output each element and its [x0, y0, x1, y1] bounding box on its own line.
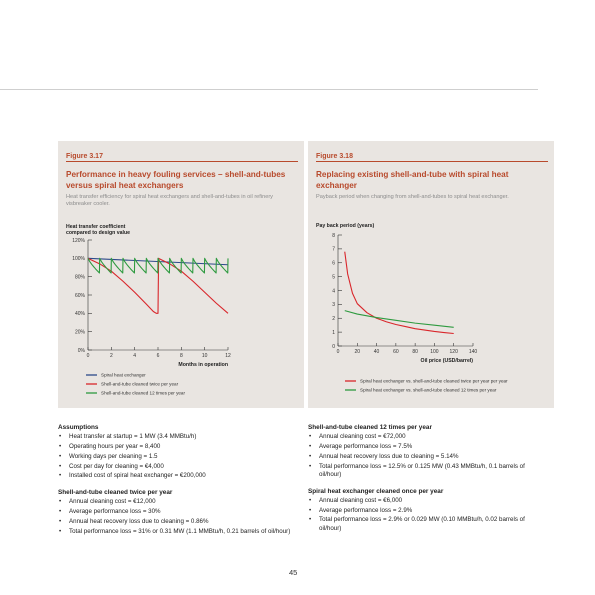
figure-subtitle: Heat transfer efficiency for spiral heat exchangers and shell-and-tubes in oil refinery visbreaker cooler.	[66, 194, 273, 207]
section-title: Spiral heat exchanger cleaned once per year	[308, 487, 444, 495]
bullet-list	[58, 498, 308, 536]
x-tick-label: 10	[201, 353, 208, 359]
bullet-item: • Heat transfer at startup = 1 MW (3.4 MMBtu/h)	[58, 433, 308, 441]
y-tick-label: 1	[332, 329, 335, 336]
section-title: Assumptions	[58, 424, 99, 431]
x-tick-label: 120	[449, 349, 458, 355]
y-tick-label: 0	[332, 343, 335, 350]
x-tick-label: 140	[468, 349, 478, 355]
y-axis-title: Pay back period (years)	[316, 223, 375, 229]
series-line	[88, 258, 228, 273]
figure-title: Replacing existing shell-and-tube with spiral heat exchanger	[316, 170, 509, 190]
chart-heat-transfer	[58, 141, 304, 408]
x-tick-label: 100	[430, 349, 439, 355]
bullet-list	[58, 433, 308, 480]
bullet-item: • Operating hours per year = 8,400	[58, 443, 308, 451]
bullet-item: • Annual heat recovery loss due to cleaning = 5.14%	[308, 453, 548, 461]
y-tick-label: 2	[332, 316, 335, 323]
x-axis-title: Oil price (USD/barrel)	[420, 358, 473, 364]
chart-payback	[308, 141, 554, 408]
x-tick-label: 8	[179, 353, 183, 359]
x-tick-label: 60	[393, 349, 399, 355]
x-tick-label: 4	[133, 353, 137, 359]
x-tick-label: 2	[109, 353, 113, 359]
y-tick-label: 40%	[74, 311, 85, 318]
legend-label: Spiral heat exchanger vs. shell-and-tube cleaned 12 times per year	[360, 387, 497, 393]
x-tick-label: 80	[412, 349, 418, 355]
bullet-item: • Annual cleaning cost = €72,000	[308, 433, 548, 441]
y-tick-label: 0%	[77, 347, 85, 354]
legend-label: Spiral heat exchanger vs. shell-and-tube cleaned twice per year per year	[360, 378, 508, 384]
y-tick-label: 5	[332, 274, 335, 281]
y-tick-label: 4	[332, 288, 335, 295]
y-tick-label: 20%	[74, 329, 85, 336]
bullet-item: • Total performance loss = 2.9% or 0.029 MW (0.10 MMBtu/h, 0.02 barrels of oil/hour)	[308, 516, 548, 532]
bullet-item: • Total performance loss = 12.5% or 0.125 MW (0.43 MMBtu/h, 0.1 barrels of oil/hour)	[308, 463, 548, 479]
bullet-item: • Average performance loss = 30%	[58, 508, 308, 516]
section-title: Shell-and-tube cleaned 12 times per year	[308, 424, 432, 431]
y-axis-title: Heat transfer coefficient	[66, 224, 126, 230]
y-tick-label: 6	[332, 260, 335, 267]
figure-title: Performance in heavy fouling services – shell-and-tubes versus spiral heat exchangers	[66, 170, 286, 190]
x-tick-label: 12	[225, 353, 231, 359]
assumptions-column	[58, 424, 308, 538]
bullet-item: • Annual heat recovery loss due to cleaning = 0.86%	[58, 518, 308, 526]
x-tick-label: 0	[86, 353, 90, 359]
legend-label: Shell-and-tube cleaned 12 times per year	[101, 390, 186, 396]
bullet-list	[308, 433, 548, 479]
legend-label: Shell-and-tube cleaned twice per year	[101, 381, 179, 387]
x-tick-label: 0	[336, 349, 340, 355]
y-tick-label: 120%	[72, 237, 85, 244]
bullet-list	[308, 497, 548, 533]
y-tick-label: 100%	[72, 256, 85, 263]
bullet-item: • Total performance loss = 31% or 0.31 MW (1.1 MMBtu/h, 0.21 barrels of oil/hour)	[58, 528, 308, 536]
y-tick-label: 3	[332, 302, 335, 309]
bullet-item: • Annual cleaning cost = €12,000	[58, 498, 308, 506]
y-tick-label: 80%	[74, 274, 85, 281]
figure-label: Figure 3.17	[66, 153, 103, 160]
x-axis-title: Months in operation	[178, 362, 228, 368]
x-tick-label: 40	[373, 349, 380, 355]
bullet-item: • Installed cost of spiral heat exchanger = €200,000	[58, 472, 308, 480]
y-tick-label: 8	[332, 232, 335, 239]
bullet-item: • Average performance loss = 7.5%	[308, 443, 548, 451]
x-tick-label: 20	[354, 349, 361, 355]
top-divider	[0, 89, 538, 90]
cleaning-scenarios-column	[308, 424, 548, 534]
bullet-item: • Working days per cleaning = 1.5	[58, 453, 308, 461]
y-tick-label: 60%	[74, 292, 85, 299]
section-title: Shell-and-tube cleaned twice per year	[58, 489, 173, 497]
figure-panel-3-17	[58, 141, 304, 408]
figure-label: Figure 3.18	[316, 153, 353, 160]
bullet-item: • Annual cleaning cost = €6,000	[308, 497, 548, 505]
legend-label: Spiral heat exchanger	[101, 372, 146, 378]
bullet-item: • Average performance loss = 2.9%	[308, 507, 548, 515]
figure-subtitle: Payback period when changing from shell-and-tubes to spiral heat exchanger.	[316, 194, 509, 200]
figure-panel-3-18	[308, 141, 554, 408]
y-tick-label: 7	[332, 246, 335, 253]
bullet-item: • Cost per day for cleaning = €4,000	[58, 463, 308, 471]
x-tick-label: 6	[156, 353, 160, 359]
y-axis-title: compared to design value	[66, 230, 130, 236]
page-number: 45	[289, 568, 298, 577]
